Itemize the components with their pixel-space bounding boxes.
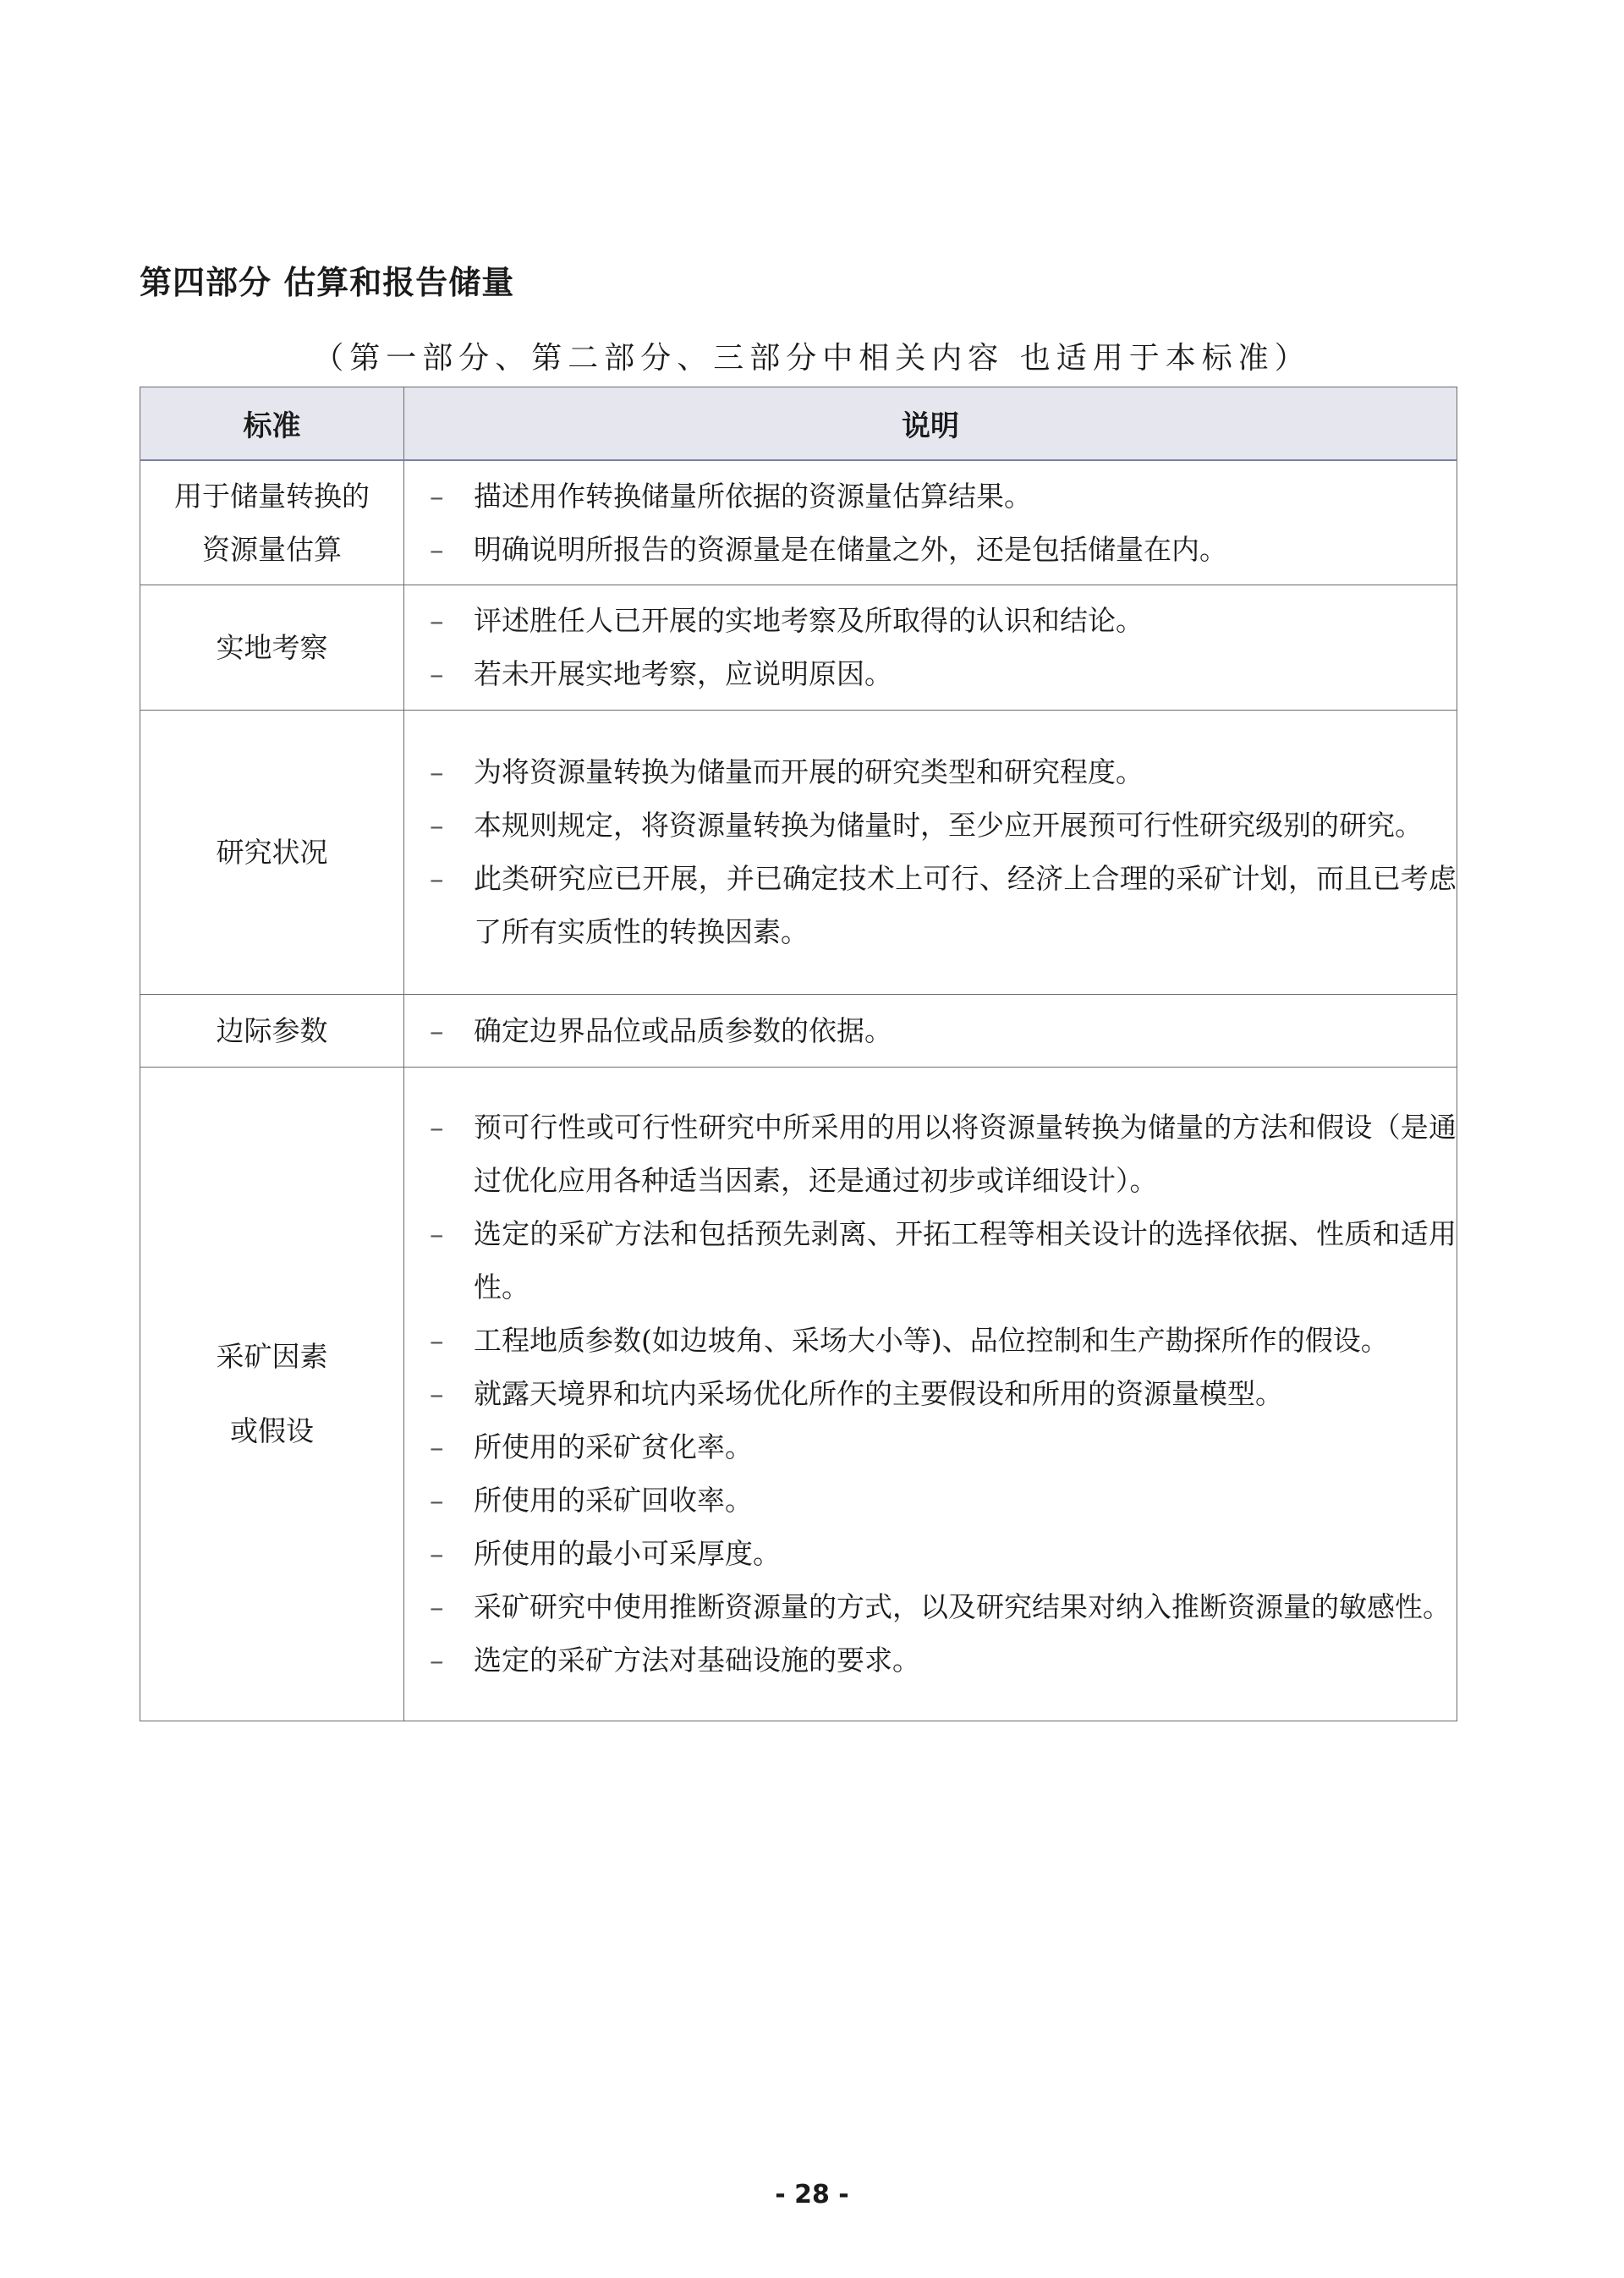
- header-explanation: 说明: [404, 387, 1457, 461]
- dash-bullet: –: [430, 1590, 444, 1623]
- dash-bullet: –: [430, 809, 444, 842]
- bullet-item: – 本规则规定，将资源量转换为储量时，至少应开展预可行性研究级别的研究。: [404, 799, 1457, 852]
- table-row: [140, 585, 1457, 710]
- explanation-cell: [404, 710, 1457, 994]
- bullet-item: – 此类研究应已开展，并已确定技术上可行、经济上合理的采矿计划，而且已考虑了所有实质性的转换因素。: [404, 852, 1457, 958]
- dash-bullet: –: [430, 755, 444, 788]
- dash-bullet: –: [430, 1217, 444, 1250]
- criterion-cell: [140, 585, 404, 710]
- explanation-cell: [404, 994, 1457, 1067]
- table-row: [140, 994, 1457, 1067]
- criterion-cell: [140, 460, 404, 585]
- criterion-cell: [140, 710, 404, 994]
- criterion-line: 研究状况: [216, 835, 328, 869]
- criterion-line: 边际参数: [216, 1013, 328, 1047]
- criterion-line: 用于储量转换的: [174, 479, 370, 513]
- dash-bullet: –: [430, 1111, 444, 1144]
- bullet-item: – 确定边界品位或品质参数的依据。: [404, 1004, 1457, 1057]
- bullet-item: – 描述用作转换储量所依据的资源量估算结果。: [404, 469, 1457, 523]
- table-header-row: [140, 387, 1457, 461]
- bullet-item: – 所使用的采矿回收率。: [404, 1474, 1457, 1527]
- bullet-item: – 就露天境界和坑内采场优化所作的主要假设和所用的资源量模型。: [404, 1367, 1457, 1420]
- page-number: - 28 -: [775, 2180, 849, 2209]
- criterion-line: 实地考察: [216, 630, 328, 664]
- bullet-item: – 选定的采矿方法对基础设施的要求。: [404, 1633, 1457, 1687]
- criteria-table: [140, 387, 1457, 1721]
- bullet-item: – 预可行性或可行性研究中所采用的用以将资源量转换为储量的方法和假设（是通过优化应用各种适当因素，还是通过初步或详细设计）。: [404, 1101, 1457, 1207]
- bullet-item: – 所使用的采矿贫化率。: [404, 1420, 1457, 1474]
- dash-bullet: –: [430, 1484, 444, 1517]
- criterion-cell: [140, 1067, 404, 1721]
- dash-bullet: –: [430, 1377, 444, 1410]
- bullet-item: – 若未开展实地考察，应说明原因。: [404, 647, 1457, 700]
- dash-bullet: –: [430, 532, 444, 566]
- criterion-line: 或假设: [230, 1413, 314, 1447]
- criterion-cell: [140, 994, 404, 1067]
- dash-bullet: –: [430, 862, 444, 895]
- dash-bullet: –: [430, 604, 444, 637]
- criterion-line: 资源量估算: [202, 532, 342, 566]
- dash-bullet: –: [430, 1324, 444, 1357]
- dash-bullet: –: [430, 1537, 444, 1570]
- table-row: [140, 1067, 1457, 1721]
- table-row: [140, 460, 1457, 585]
- explanation-cell: [404, 1067, 1457, 1721]
- table-row: [140, 710, 1457, 994]
- bullet-item: – 评述胜任人已开展的实地考察及所取得的认识和结论。: [404, 594, 1457, 647]
- section-subtitle: （第一部分、第二部分、三部分中相关内容 也适用于本标准）: [313, 341, 1311, 376]
- explanation-cell: [404, 585, 1457, 710]
- bullet-item: – 工程地质参数(如边坡角、采场大小等)、品位控制和生产勘探所作的假设。: [404, 1314, 1457, 1367]
- explanation-cell: [404, 460, 1457, 585]
- bullet-item: – 选定的采矿方法和包括预先剥离、开拓工程等相关设计的选择依据、性质和适用性。: [404, 1207, 1457, 1314]
- dash-bullet: –: [430, 1430, 444, 1463]
- dash-bullet: –: [430, 657, 444, 690]
- criterion-line: 采矿因素: [216, 1339, 328, 1373]
- dash-bullet: –: [430, 1013, 444, 1047]
- bullet-item: – 采矿研究中使用推断资源量的方式，以及研究结果对纳入推断资源量的敏感性。: [404, 1580, 1457, 1633]
- bullet-item: – 明确说明所报告的资源量是在储量之外，还是包括储量在内。: [404, 523, 1457, 576]
- header-criterion: 标准: [140, 387, 404, 461]
- dash-bullet: –: [430, 1644, 444, 1677]
- bullet-item: – 所使用的最小可采厚度。: [404, 1527, 1457, 1580]
- bullet-item: – 为将资源量转换为储量而开展的研究类型和研究程度。: [404, 745, 1457, 799]
- section-title: 第四部分 估算和报告储量: [140, 263, 515, 301]
- dash-bullet: –: [430, 479, 444, 513]
